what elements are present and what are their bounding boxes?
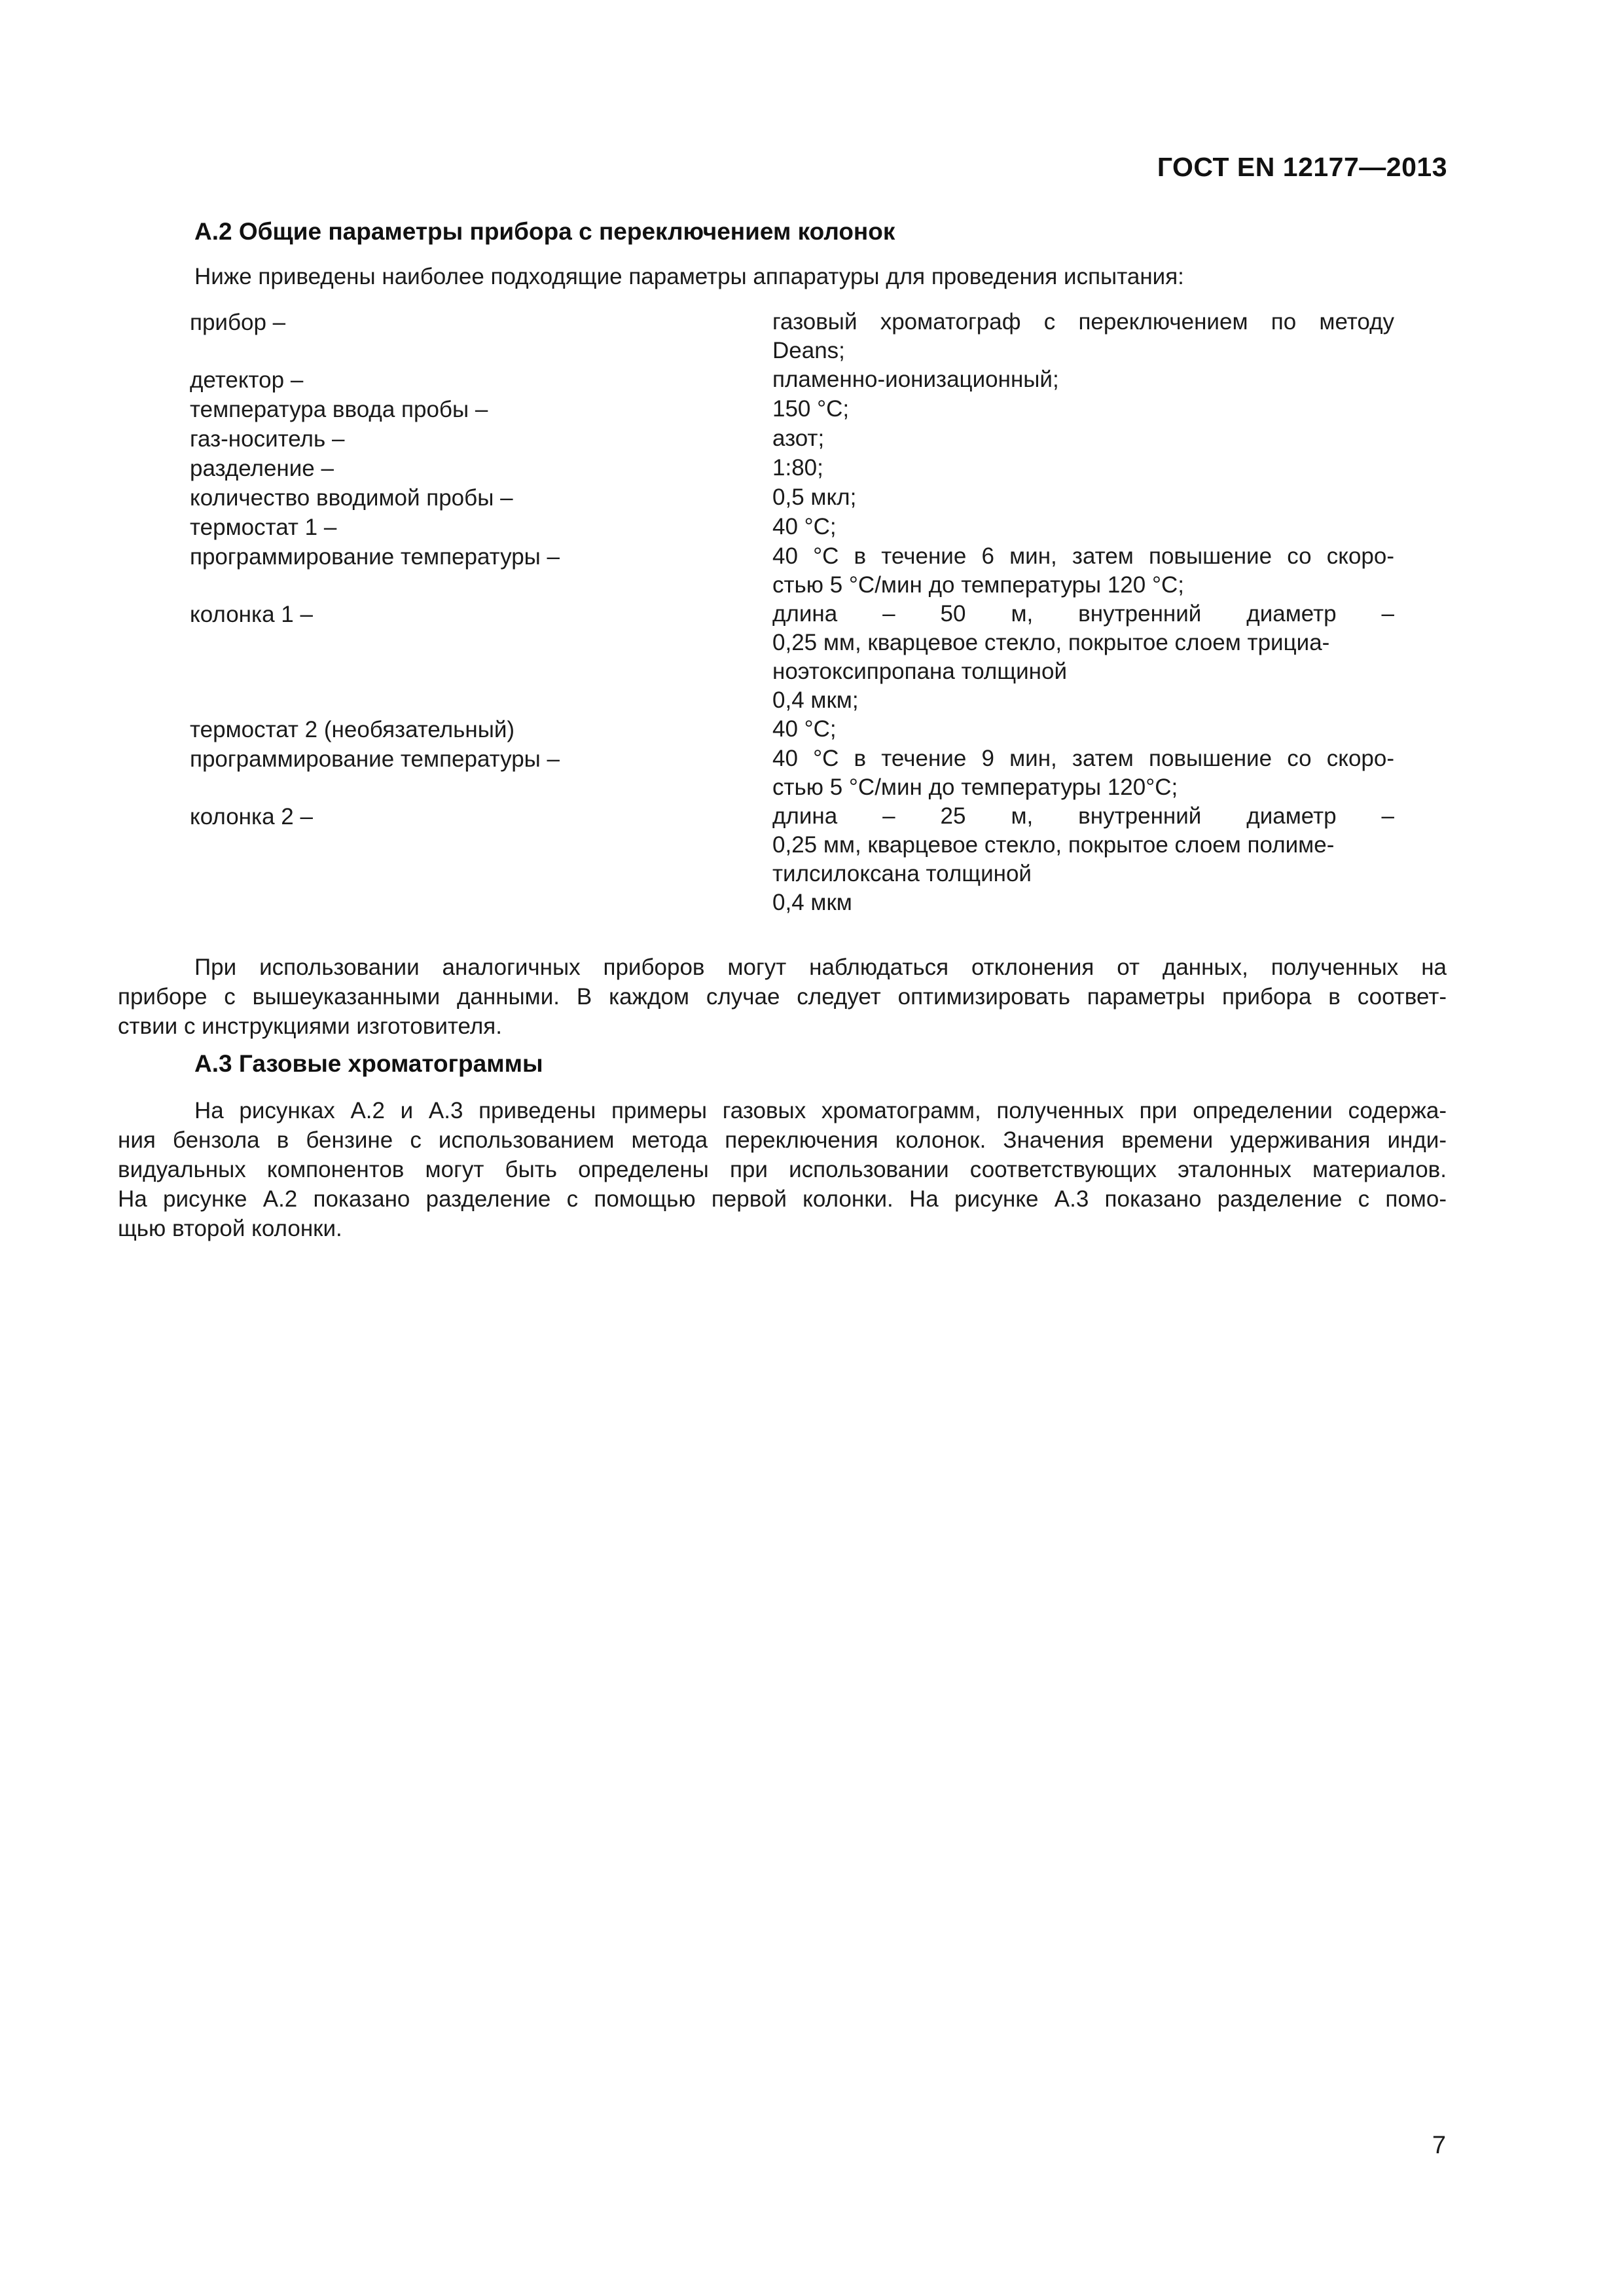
parameter-value-line: 40 °С в течение 6 мин, затем повышение со скоро- bbox=[772, 543, 1394, 569]
parameter-row bbox=[190, 715, 1394, 744]
parameter-value-line: 40 °С; bbox=[772, 716, 837, 742]
parameter-value-line: Deans; bbox=[772, 338, 845, 363]
parameter-name: колонка 1 – bbox=[190, 602, 313, 627]
parameter-value bbox=[772, 483, 1394, 512]
parameter-value-line: 0,25 мм, кварцевое стекло, покрытое слоем полиме- bbox=[772, 832, 1335, 858]
standard-header: ГОСТ EN 12177—2013 bbox=[1157, 152, 1447, 182]
parameter-value-line: 0,4 мкм; bbox=[772, 687, 859, 713]
parameter-value-line: длина – 25 м, внутренний диаметр – bbox=[772, 803, 1394, 829]
parameter-row bbox=[190, 365, 1394, 395]
note-paragraph bbox=[118, 953, 1447, 1041]
parameter-value-line: ноэтоксипропана толщиной bbox=[772, 659, 1068, 684]
parameter-row bbox=[190, 424, 1394, 454]
parameter-row bbox=[190, 802, 1394, 917]
parameter-name: термостат 1 – bbox=[190, 515, 337, 540]
parameter-name: программирование температуры – bbox=[190, 544, 560, 570]
parameter-name: программирование температуры – bbox=[190, 746, 560, 772]
parameter-row bbox=[190, 395, 1394, 424]
paragraph-line: ствии с инструкциями изготовителя. bbox=[118, 1013, 502, 1039]
parameter-value bbox=[772, 513, 1394, 541]
parameter-name: разделение – bbox=[190, 456, 334, 481]
parameter-value-line: тилсилоксана толщиной bbox=[772, 861, 1032, 886]
parameter-name: температура ввода пробы – bbox=[190, 397, 488, 422]
parameter-value bbox=[772, 454, 1394, 483]
parameter-name: термостат 2 (необязательный) bbox=[190, 717, 515, 742]
parameter-value-line: длина – 50 м, внутренний диаметр – bbox=[772, 601, 1394, 627]
paragraph-line: щью второй колонки. bbox=[118, 1216, 342, 1241]
paragraph-line: ния бензола в бензине с использованием метода переключения колонок. Значения времени удерживания инди- bbox=[118, 1127, 1447, 1153]
parameter-value bbox=[772, 308, 1394, 365]
parameter-row bbox=[190, 513, 1394, 542]
section-heading-a2: А.2 Общие параметры прибора с переключением колонок bbox=[194, 218, 895, 245]
parameter-value-line: 40 °С в течение 9 мин, затем повышение со скоро- bbox=[772, 746, 1394, 771]
paragraph-line: На рисунках А.2 и А.3 приведены примеры газовых хроматограмм, полученных при определении содержа- bbox=[194, 1098, 1447, 1123]
parameter-row bbox=[190, 542, 1394, 600]
parameter-value-line: 1:80; bbox=[772, 455, 823, 481]
parameter-value-line: стью 5 °С/мин до температуры 120°С; bbox=[772, 774, 1178, 800]
parameter-name: количество вводимой пробы – bbox=[190, 485, 513, 511]
parameter-value-line: 0,25 мм, кварцевое стекло, покрытое слоем трициа- bbox=[772, 630, 1330, 655]
parameter-name: газ-носитель – bbox=[190, 426, 345, 452]
parameter-value-line: 40 °С; bbox=[772, 514, 837, 539]
parameter-value bbox=[772, 542, 1394, 600]
parameter-value bbox=[772, 365, 1394, 394]
parameter-value bbox=[772, 802, 1394, 917]
parameter-row bbox=[190, 483, 1394, 513]
parameter-value bbox=[772, 715, 1394, 744]
parameter-value-line: пламенно-ионизационный; bbox=[772, 367, 1059, 392]
section-heading-a3: А.3 Газовые хроматограммы bbox=[194, 1050, 543, 1077]
parameter-value bbox=[772, 744, 1394, 802]
parameter-value-line: стью 5 °С/мин до температуры 120 °С; bbox=[772, 572, 1184, 598]
parameter-value bbox=[772, 395, 1394, 424]
parameter-row bbox=[190, 600, 1394, 715]
parameters-list bbox=[190, 308, 1394, 917]
parameter-value bbox=[772, 600, 1394, 715]
parameter-value-line: газовый хроматограф с переключением по методу bbox=[772, 309, 1394, 335]
section-intro: Ниже приведены наиболее подходящие параметры аппаратуры для проведения испытания: bbox=[194, 264, 1184, 289]
parameter-value-line: азот; bbox=[772, 426, 825, 451]
parameter-row bbox=[190, 308, 1394, 365]
parameter-value bbox=[772, 424, 1394, 453]
paragraph-line: видуальных компонентов могут быть определены при использовании соответствующих эталонных материалов. bbox=[118, 1157, 1447, 1182]
paragraph-line: При использовании аналогичных приборов могут наблюдаться отклонения от данных, полученных на bbox=[194, 955, 1447, 980]
parameter-row bbox=[190, 454, 1394, 483]
parameter-name: колонка 2 – bbox=[190, 804, 313, 829]
parameter-value-line: 0,4 мкм bbox=[772, 890, 852, 915]
parameter-row bbox=[190, 744, 1394, 802]
parameter-value-line: 150 °С; bbox=[772, 396, 850, 422]
chromatograms-paragraph bbox=[118, 1096, 1447, 1243]
parameter-name: прибор – bbox=[190, 310, 286, 335]
paragraph-line: приборе с вышеуказанными данными. В каждом случае следует оптимизировать параметры прибора в соответ- bbox=[118, 984, 1447, 1010]
parameter-value-line: 0,5 мкл; bbox=[772, 484, 857, 510]
page-number: 7 bbox=[1432, 2132, 1446, 2159]
paragraph-line: На рисунке А.2 показано разделение с помощью первой колонки. На рисунке А.3 показано разделение с помо- bbox=[118, 1186, 1447, 1212]
parameter-name: детектор – bbox=[190, 367, 304, 393]
